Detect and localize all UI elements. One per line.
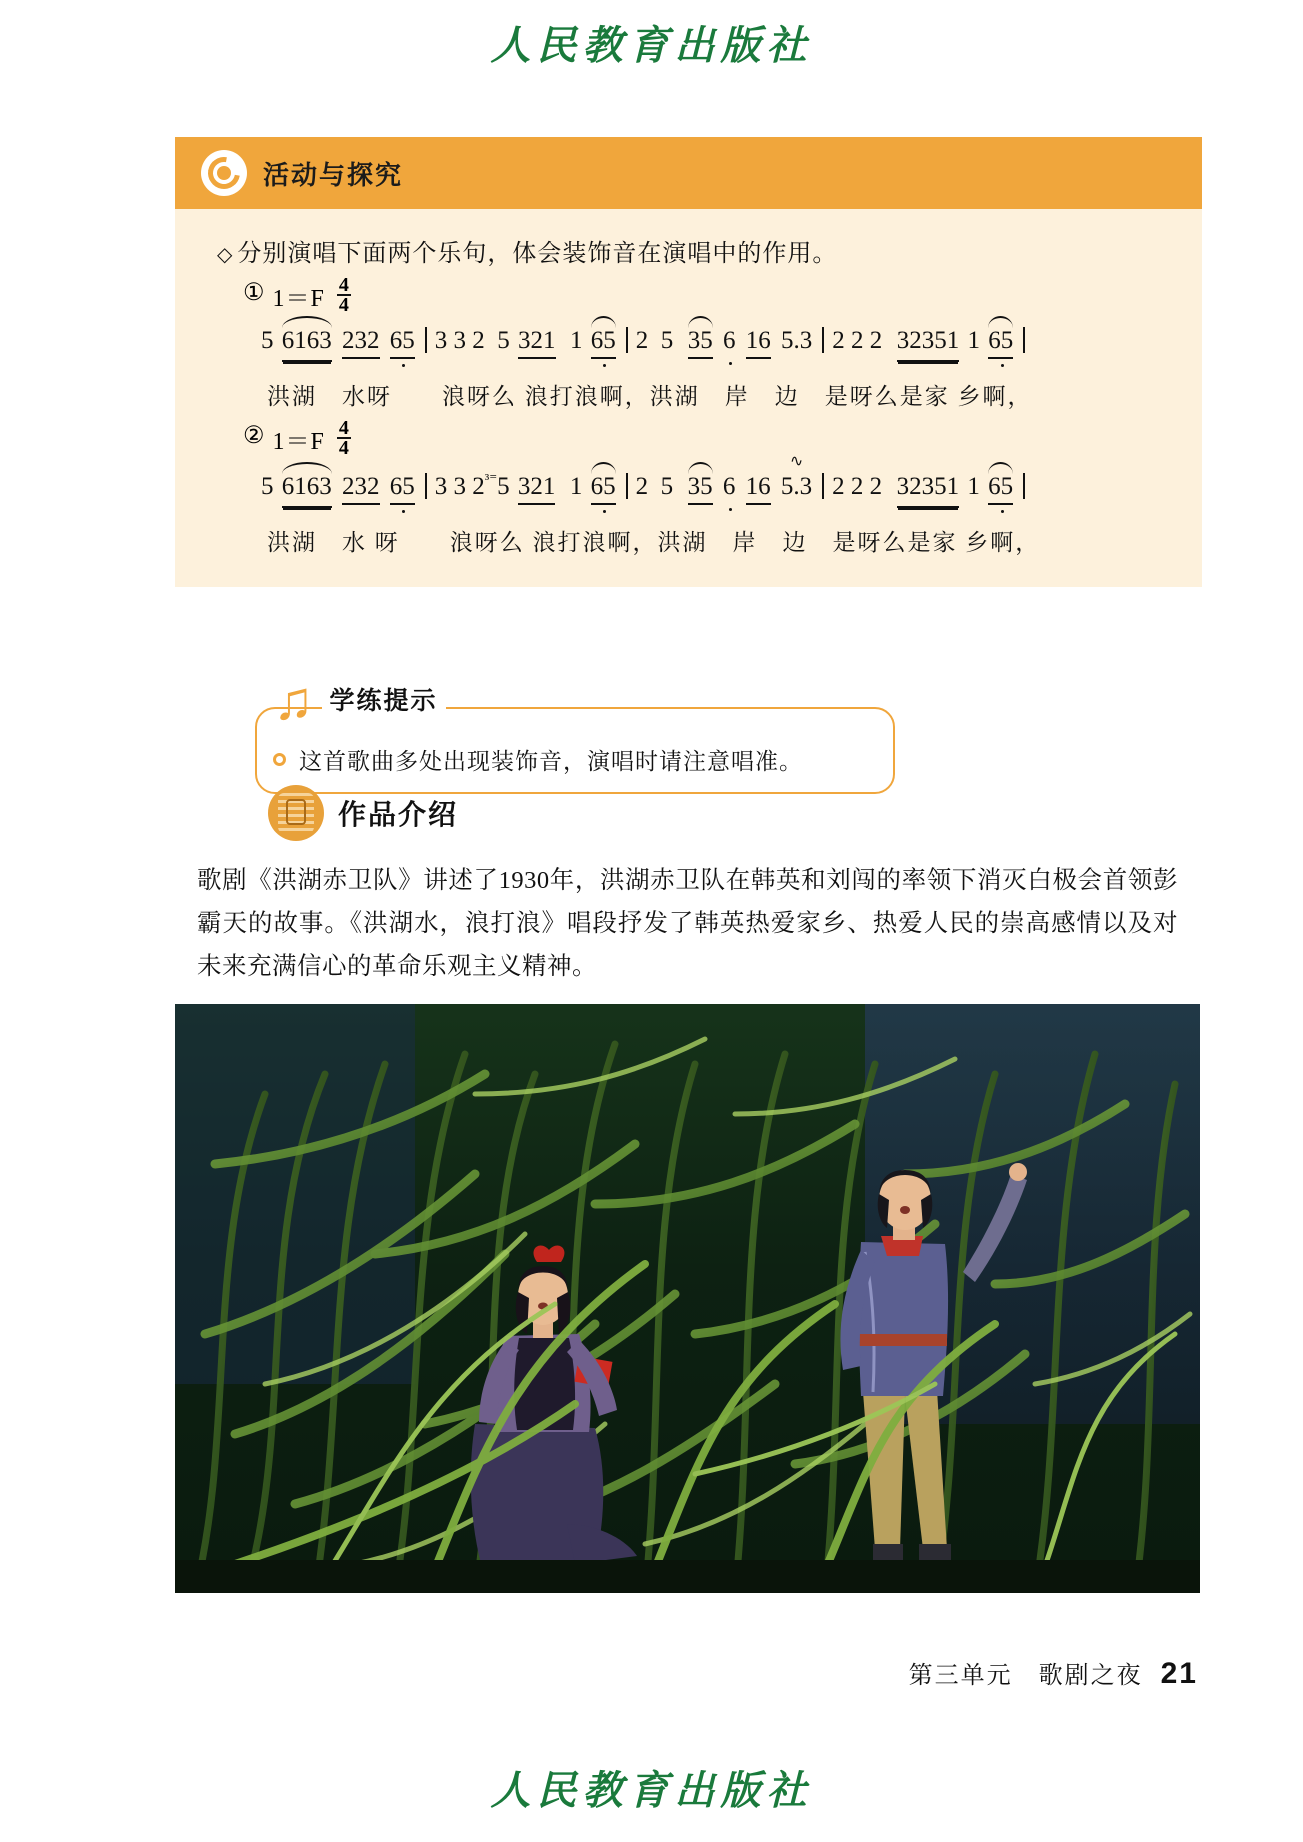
notation-line-1: 5 6163 232 65 3 3 2 5 321 1 65 2 5 35 6 16 5.3 2 2 2 32351 1 65 bbox=[261, 327, 1168, 362]
practice-tip-header bbox=[273, 671, 895, 731]
activity-body bbox=[175, 209, 1202, 587]
stage-photo bbox=[175, 1004, 1200, 1593]
footer-unit: 第三单元 歌剧之夜 bbox=[908, 1663, 1143, 1689]
activity-title: 活动与探究 bbox=[263, 159, 404, 190]
diamond-icon: ◇ bbox=[217, 244, 234, 266]
music-note-icon: ♫ bbox=[273, 671, 314, 731]
practice-tip bbox=[255, 672, 895, 794]
page-number: 21 bbox=[1160, 1657, 1198, 1690]
mordent-icon: ∿ bbox=[789, 452, 804, 470]
publisher-mark-bottom: 人民教育出版社 bbox=[490, 1768, 813, 1813]
introduction-title: 作品介绍 bbox=[338, 799, 459, 830]
example-index-2: ② bbox=[243, 422, 265, 449]
key-signature-1: 1＝F bbox=[272, 286, 325, 312]
introduction-text: 歌剧《洪湖赤卫队》讲述了1930年，洪湖赤卫队在韩英和刘闯的率领下消灭白极会首领彭霸天的故事。《洪湖水，浪打浪》唱段抒发了韩英热爱家乡、热爱人民的崇高感情以及对未来充满信心的革命乐观主义精神。 bbox=[197, 867, 1178, 980]
time-signature-2 bbox=[337, 416, 351, 460]
tune-head-2 bbox=[243, 416, 1168, 460]
key-signature-2: 1＝F bbox=[272, 428, 325, 455]
time-signature-numerator-2: 4 bbox=[338, 416, 349, 439]
time-signature-1 bbox=[337, 276, 351, 315]
scroll-icon bbox=[268, 785, 324, 841]
lyrics-line-1: 洪湖 水呀 浪呀么 浪打浪啊，洪湖 岸 边 是呀么是家 乡啊， bbox=[267, 383, 1033, 409]
activity-prompt bbox=[217, 233, 1168, 268]
footer bbox=[909, 1655, 1198, 1691]
time-signature-numerator-1: 4 bbox=[338, 274, 349, 296]
time-signature-denominator-1: 4 bbox=[338, 294, 349, 317]
practice-tip-text: 这首歌曲多处出现装饰音，演唱时请注意唱准。 bbox=[299, 749, 803, 774]
grace-note-icon: ³⁼ bbox=[484, 471, 498, 488]
activity-prompt-text: 分别演唱下面两个乐句，体会装饰音在演唱中的作用。 bbox=[237, 241, 838, 267]
publisher-mark-top: 人民教育出版社 bbox=[490, 23, 813, 68]
time-signature-denominator-2: 4 bbox=[338, 437, 349, 460]
practice-tip-title: 学练提示 bbox=[322, 681, 446, 717]
introduction-header bbox=[268, 785, 458, 841]
stage-photo-image bbox=[175, 1004, 1200, 1593]
notation-line-2: 5 6163 232 65 3 3 $2^{^{3=}}5$ 321 1 65 2 5 35 6 16 5.3 ∿ 2 2 2 32351 1 65 bbox=[261, 470, 1168, 508]
activity-header bbox=[175, 137, 1202, 209]
spiral-icon bbox=[201, 150, 247, 196]
tune-head-1 bbox=[243, 274, 1168, 317]
example-index-1: ① bbox=[243, 280, 265, 306]
lyrics-line-2: 洪湖 水 呀 浪呀么 浪打浪啊，洪湖 岸 边 是呀么是家 乡啊， bbox=[267, 529, 1041, 555]
bullet-icon bbox=[273, 753, 286, 766]
activity-panel bbox=[175, 137, 1202, 587]
